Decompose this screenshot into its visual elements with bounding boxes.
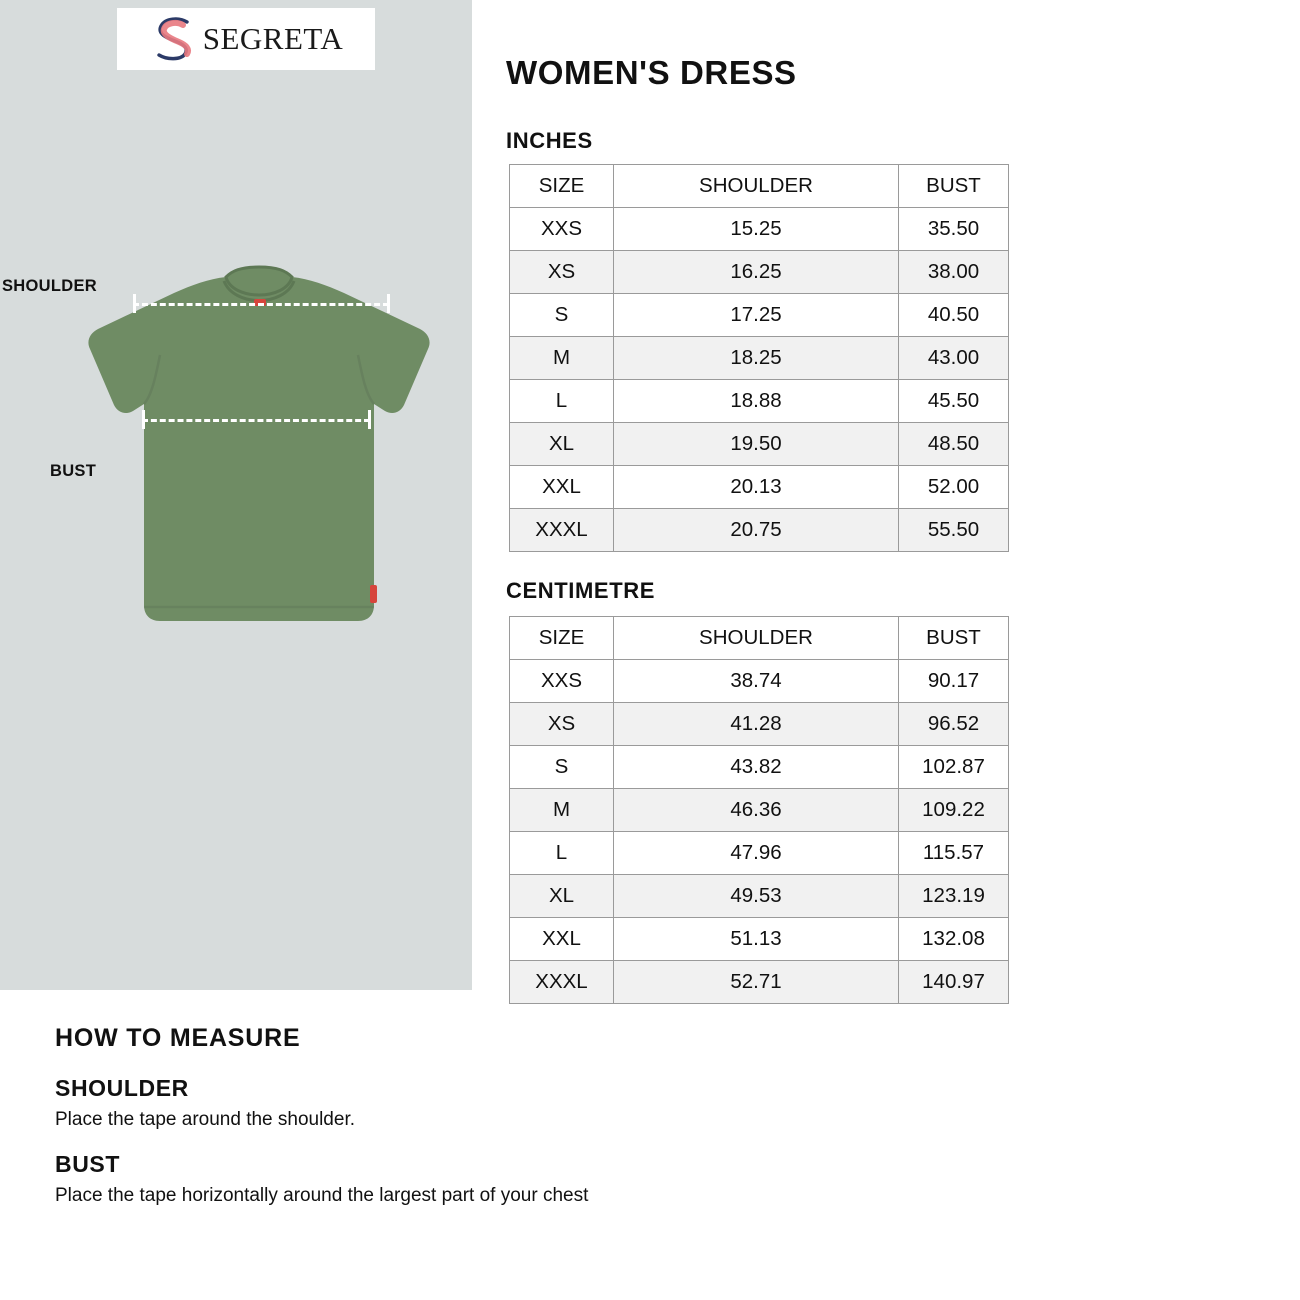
cell-size: L [510,380,614,423]
table-row [510,294,1009,337]
shoulder-callout-label: SHOULDER [2,277,97,295]
how-to-measure-item-description: Place the tape horizontally around the largest part of your chest [55,1185,589,1206]
bust-measure-tick-right [368,410,371,429]
cell-shoulder: 52.71 [614,961,899,1004]
table-row [510,789,1009,832]
table-row [510,251,1009,294]
cell-size: XXS [510,660,614,703]
cell-size: XL [510,423,614,466]
table-row [510,832,1009,875]
cell-shoulder: 15.25 [614,208,899,251]
cell-size: S [510,746,614,789]
column-header-shoulder: SHOULDER [614,165,899,208]
table-row [510,746,1009,789]
cell-size: XXXL [510,961,614,1004]
table-row [510,961,1009,1004]
how-to-measure-item-name: SHOULDER [55,1075,189,1101]
table-row [510,875,1009,918]
centimetre-size-table [509,616,1009,1004]
column-header-bust: BUST [899,617,1009,660]
how-to-measure-item-shoulder [55,1075,1155,1131]
cell-bust: 35.50 [899,208,1009,251]
how-to-measure-item-bust [55,1151,1155,1207]
bust-callout-label: BUST [50,462,97,480]
cell-size: M [510,337,614,380]
cell-shoulder: 18.88 [614,380,899,423]
cell-shoulder: 38.74 [614,660,899,703]
cell-bust: 48.50 [899,423,1009,466]
bust-measure-tick-left [142,410,145,429]
cell-bust: 109.22 [899,789,1009,832]
cell-bust: 55.50 [899,509,1009,552]
cell-shoulder: 17.25 [614,294,899,337]
centimetre-table-heading: CENTIMETRE [506,578,655,603]
table-row [510,660,1009,703]
cell-size: XXS [510,208,614,251]
table-row [510,466,1009,509]
cell-size: XXL [510,466,614,509]
cell-bust: 115.57 [899,832,1009,875]
how-to-measure-title: HOW TO MEASURE [55,1024,301,1052]
column-header-shoulder: SHOULDER [614,617,899,660]
table-header-row [510,617,1009,660]
cell-shoulder: 20.13 [614,466,899,509]
cell-size: S [510,294,614,337]
how-to-measure-item-name: BUST [55,1151,121,1177]
cell-shoulder: 46.36 [614,789,899,832]
cell-bust: 43.00 [899,337,1009,380]
cell-bust: 38.00 [899,251,1009,294]
cell-size: XS [510,703,614,746]
cell-bust: 45.50 [899,380,1009,423]
inches-table-heading: INCHES [506,128,593,153]
how-to-measure-item-description: Place the tape around the shoulder. [55,1109,356,1130]
shoulder-measure-line [133,303,389,306]
table-row [510,703,1009,746]
column-header-bust: BUST [899,165,1009,208]
bust-measure-line [142,419,370,422]
table-row [510,509,1009,552]
shoulder-measure-tick-left [133,294,136,313]
column-header-size: SIZE [510,165,614,208]
table-row [510,918,1009,961]
cell-bust: 123.19 [899,875,1009,918]
cell-size: L [510,832,614,875]
cell-bust: 96.52 [899,703,1009,746]
table-row [510,380,1009,423]
column-header-size: SIZE [510,617,614,660]
cell-size: XXL [510,918,614,961]
cell-bust: 90.17 [899,660,1009,703]
table-row [510,337,1009,380]
cell-bust: 52.00 [899,466,1009,509]
cell-shoulder: 47.96 [614,832,899,875]
page-title: WOMEN'S DRESS [506,54,797,91]
cell-shoulder: 20.75 [614,509,899,552]
illustration-panel [0,0,472,990]
cell-shoulder: 43.82 [614,746,899,789]
cell-size: XS [510,251,614,294]
table-header-row [510,165,1009,208]
cell-shoulder: 41.28 [614,703,899,746]
cell-shoulder: 49.53 [614,875,899,918]
how-to-measure-section [55,1024,1155,1227]
brand-name: SEGRETA [202,21,344,56]
inches-size-table [509,164,1009,552]
segreta-s-monogram-icon [149,16,201,62]
brand-logo [117,8,375,70]
cell-shoulder: 51.13 [614,918,899,961]
cell-size: M [510,789,614,832]
cell-bust: 102.87 [899,746,1009,789]
cell-bust: 132.08 [899,918,1009,961]
table-row [510,208,1009,251]
cell-size: XXXL [510,509,614,552]
cell-bust: 40.50 [899,294,1009,337]
cell-shoulder: 16.25 [614,251,899,294]
cell-bust: 140.97 [899,961,1009,1004]
shoulder-measure-tick-right [387,294,390,313]
cell-shoulder: 19.50 [614,423,899,466]
cell-shoulder: 18.25 [614,337,899,380]
tshirt-illustration [40,255,480,655]
table-row [510,423,1009,466]
cell-size: XL [510,875,614,918]
